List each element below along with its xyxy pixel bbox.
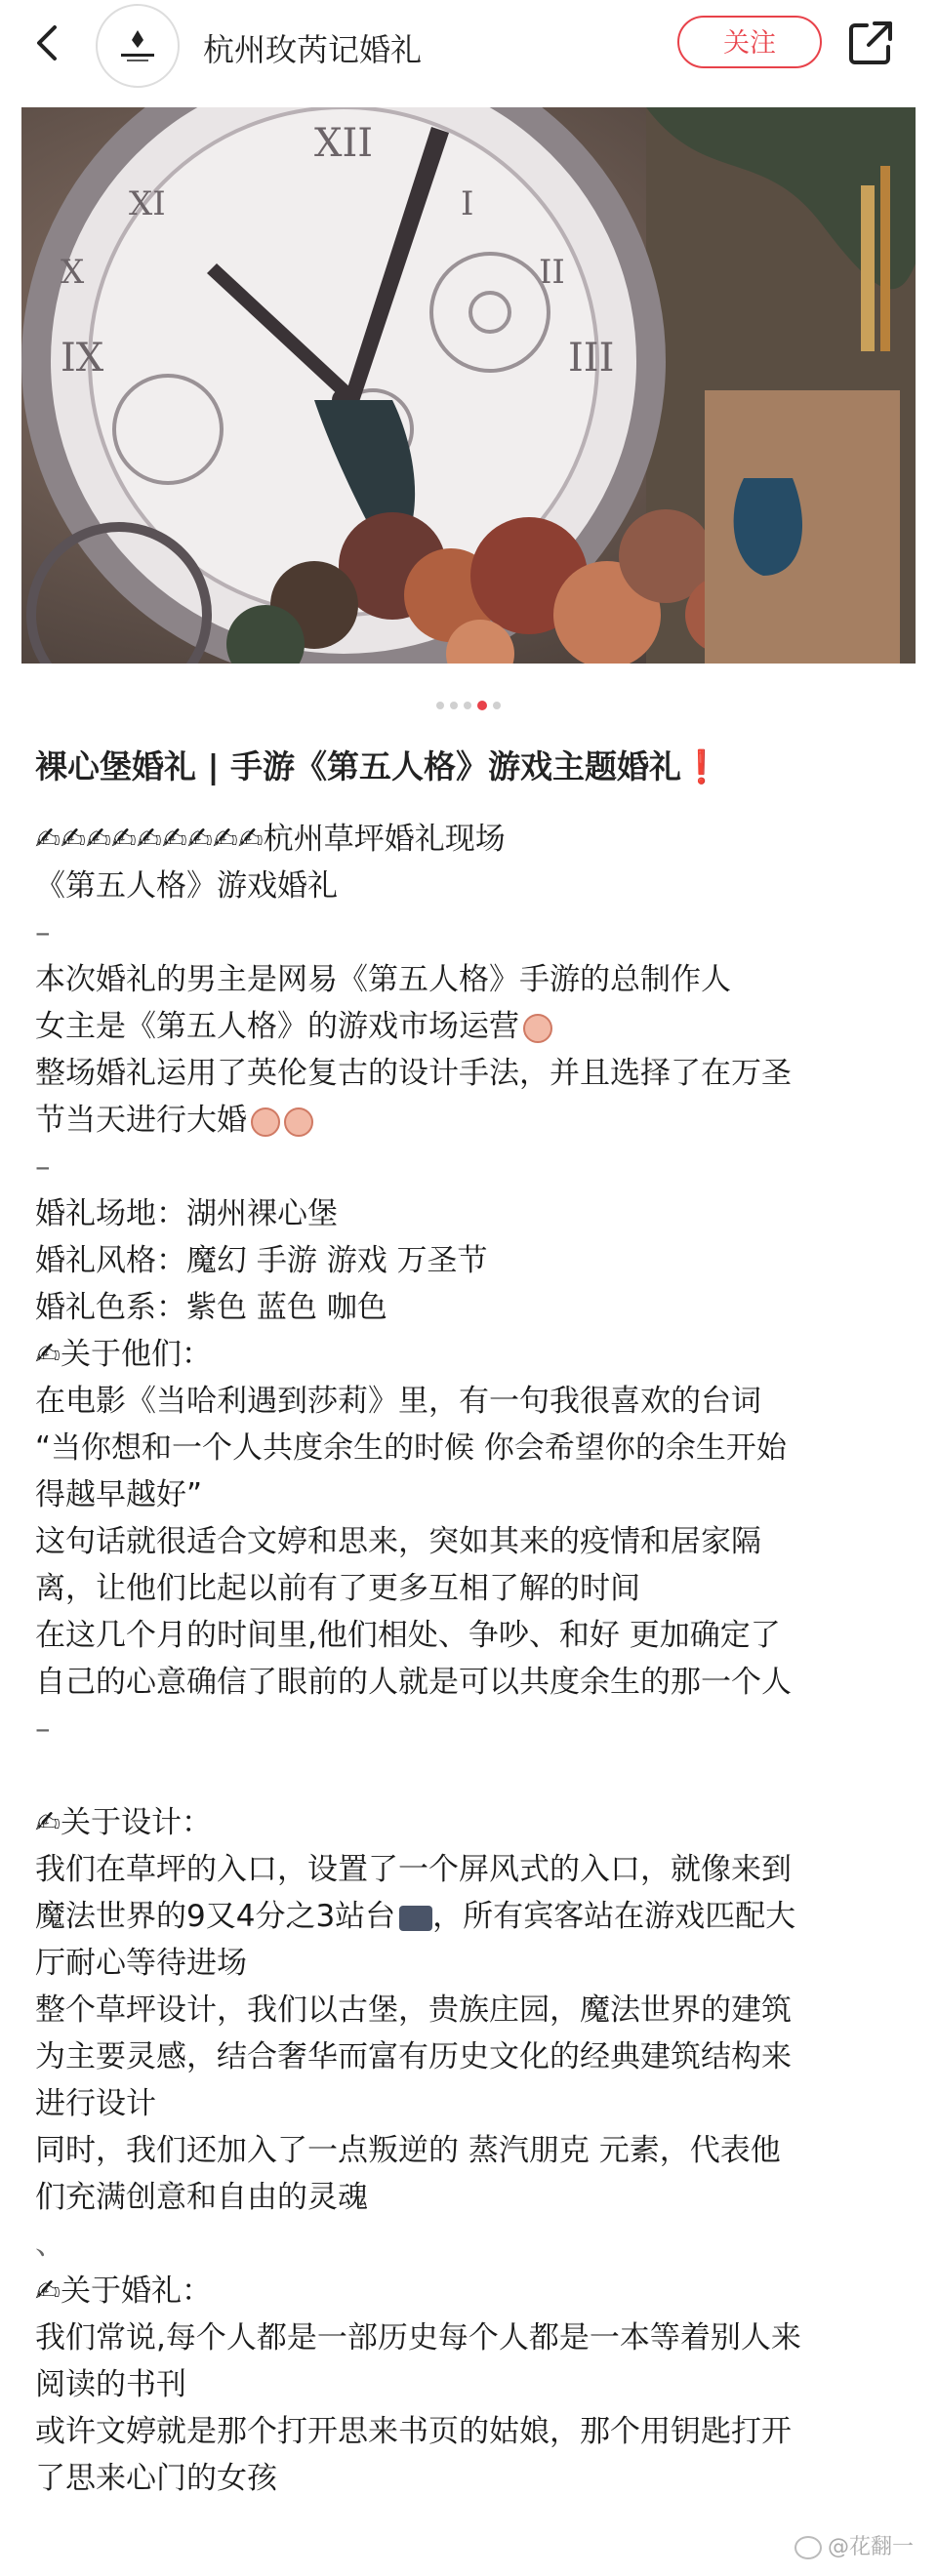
peach-sticker-icon [284, 1107, 313, 1137]
body-text-line [35, 956, 904, 1003]
body-text-line [35, 2314, 904, 2361]
body-text-line [35, 1050, 904, 1097]
body-text: 女主是《第五人格》的游戏市场运营 [35, 1009, 519, 1044]
back-arrow-icon[interactable] [27, 21, 70, 64]
body-text: 阅读的书刊 [35, 2367, 186, 2402]
body-text-line [35, 1893, 904, 1940]
svg-text:IX: IX [61, 336, 104, 381]
svg-text:XI: XI [129, 184, 166, 223]
body-text-line [35, 1378, 904, 1425]
body-text: 们充满创意和自由的灵魂 [35, 2180, 368, 2215]
body-text-line [35, 2127, 904, 2174]
body-text-line [35, 1097, 904, 1144]
body-text-line [35, 2080, 904, 2127]
body-text: 、 [35, 2227, 65, 2262]
body-text-line [35, 1471, 904, 1518]
post-body [35, 816, 904, 2502]
body-text: 婚礼场地：湖州裸心堡 [35, 1196, 338, 1231]
body-text: 进行设计 [35, 2086, 156, 2121]
body-text: 离，让他们比起以前有了更多互相了解的时间 [35, 1571, 640, 1606]
body-text-line [35, 1565, 904, 1612]
body-text: 婚礼风格：魔幻 手游 游戏 万圣节 [35, 1243, 488, 1278]
weibo-icon [794, 2536, 822, 2559]
body-text-line [35, 2408, 904, 2455]
body-text: ✍关于他们： [35, 1337, 212, 1372]
body-text: ✍关于婚礼： [35, 2274, 212, 2309]
svg-text:XII: XII [314, 121, 374, 166]
body-text: 或许文婷就是那个打开思来书页的姑娘，那个用钥匙打开 [35, 2414, 792, 2449]
body-text-line [35, 1846, 904, 1893]
body-text-after-icon: ，所有宾客站在游戏匹配大 [432, 1899, 796, 1934]
account-name[interactable]: 杭州玫芮记婚礼 [203, 31, 423, 68]
body-text: 在这几个月的时间里,他们相处、争吵、和好 更加确定了 [35, 1618, 781, 1653]
body-text-line [35, 1518, 904, 1565]
body-text: 《第五人格》游戏婚礼 [35, 868, 338, 904]
separator-line [35, 1706, 904, 1752]
body-text: 为主要灵感，结合奢华而富有历史文化的经典建筑结构来 [35, 2039, 792, 2074]
watermark-text: @花翻一 [827, 2535, 914, 2559]
peach-sticker-icon [523, 1014, 552, 1043]
body-text-line [35, 863, 904, 909]
body-text-line [35, 1284, 904, 1331]
body-text: 我们在草坪的入口，设置了一个屏风式的入口，就像来到 [35, 1852, 792, 1887]
body-text-line [35, 1987, 904, 2033]
body-text: 了思来心门的女孩 [35, 2461, 277, 2496]
post-title [35, 742, 914, 787]
body-text: 厅耐心等待进场 [35, 1946, 247, 1981]
body-text: ✍关于设计： [35, 1805, 212, 1840]
body-text-line [35, 2033, 904, 2080]
body-text: 自己的心意确信了眼前的人就是可以共度余生的那一个人 [35, 1665, 792, 1700]
body-text-line [35, 1612, 904, 1659]
clock-wedding-decor-image [21, 107, 916, 664]
body-text: 整个草坪设计，我们以古堡，贵族庄园，魔法世界的建筑 [35, 1992, 792, 2028]
body-text: 在电影《当哈利遇到莎莉》里，有一句我很喜欢的台词 [35, 1384, 761, 1419]
exclamation-icon: ❗ [681, 747, 722, 785]
body-text-line [35, 2455, 904, 2502]
body-text-line [35, 2361, 904, 2408]
top-bar [0, 0, 937, 94]
body-text: – [35, 1711, 51, 1747]
body-text: “当你想和一个人共度余生的时候 你会希望你的余生开始 [35, 1430, 787, 1466]
follow-button[interactable]: 关注 [677, 16, 822, 68]
post-title-text: 裸心堡婚礼 | 手游《第五人格》游戏主题婚礼 [35, 747, 682, 785]
body-text-line [35, 2174, 904, 2221]
separator-line [35, 1144, 904, 1190]
carousel-indicator [0, 695, 937, 708]
body-text: 节当天进行大婚 [35, 1103, 247, 1138]
body-text-line [35, 1237, 904, 1284]
carousel-dot[interactable] [493, 702, 501, 709]
body-text: 本次婚礼的男主是网易《第五人格》手游的总制作人 [35, 962, 731, 997]
separator-line [35, 909, 904, 956]
separator-line [35, 2221, 904, 2268]
body-text-line [35, 2268, 904, 2314]
post-photo[interactable] [21, 107, 916, 664]
body-text: 同时，我们还加入了一点叛逆的 蒸汽朋克 元素，代表他 [35, 2133, 781, 2168]
body-text: 我们常说,每个人都是一部历史每个人都是一本等着别人来 [35, 2320, 801, 2355]
brand-logo-icon [113, 26, 162, 65]
carousel-dot-active[interactable] [477, 701, 487, 710]
body-text-line [35, 1659, 904, 1706]
body-text-line [35, 1003, 904, 1050]
svg-text:X: X [61, 253, 85, 292]
body-text-line [35, 1940, 904, 1987]
body-text: 整场婚礼运用了英伦复古的设计手法，并且选择了在万圣 [35, 1056, 792, 1091]
body-text: – [35, 1149, 51, 1185]
carousel-dot[interactable] [436, 702, 444, 709]
train-icon [399, 1906, 432, 1931]
share-icon[interactable] [845, 18, 896, 68]
carousel-dot[interactable] [464, 702, 471, 709]
body-text-line [35, 1425, 904, 1471]
body-text: 魔法世界的9又4分之3站台 [35, 1899, 396, 1934]
account-avatar[interactable] [96, 4, 180, 88]
body-text-line [35, 1190, 904, 1237]
body-text: – [35, 915, 51, 950]
watermark [794, 2530, 914, 2560]
body-text: 婚礼色系：紫色 蓝色 咖色 [35, 1290, 387, 1325]
body-text-line [35, 816, 904, 863]
body-text-line [35, 1752, 904, 1799]
body-text: 这句话就很适合文婷和思来，突如其来的疫情和居家隔 [35, 1524, 761, 1559]
svg-text:II: II [539, 253, 565, 292]
body-text-line [35, 1331, 904, 1378]
carousel-dot[interactable] [450, 702, 458, 709]
body-text-line [35, 1799, 904, 1846]
svg-text:III: III [568, 336, 615, 381]
body-text: 得越早越好” [35, 1477, 203, 1512]
peach-sticker-icon [251, 1107, 280, 1137]
svg-text:I: I [461, 184, 474, 223]
body-text: ✍✍✍✍✍✍✍✍✍杭州草坪婚礼现场 [35, 822, 506, 857]
